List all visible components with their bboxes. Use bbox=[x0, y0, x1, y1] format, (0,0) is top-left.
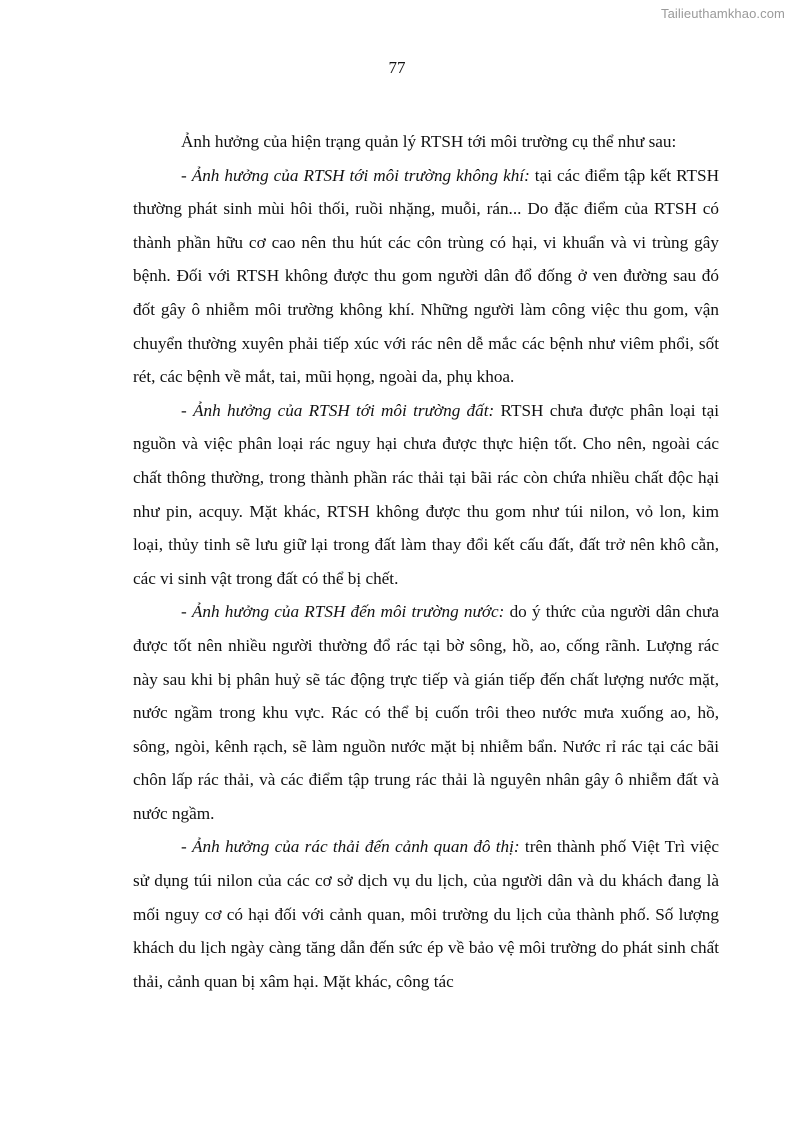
paragraph-air bbox=[133, 159, 719, 394]
paragraph-heading: - Ảnh hưởng của RTSH tới môi trường đất: bbox=[181, 400, 495, 420]
paragraph-heading: - Ảnh hưởng của RTSH đến môi trường nước: bbox=[181, 602, 505, 622]
document-body bbox=[133, 125, 719, 998]
paragraph-heading: - Ảnh hưởng của rác thải đến cảnh quan đô thị: bbox=[181, 837, 520, 857]
paragraph-text: tại các điểm tập kết RTSH thường phát sinh mùi hôi thối, ruồi nhặng, muỗi, rán... Do đặc điểm của RTSH có thành phần hữu cơ cao nên thu hút các côn trùng có hại, vi khuẩn và vi trùng gây bệnh. Đối với RTSH không được thu gom người dân đổ đống ở ven đường sau đó đốt gây ô nhiễm môi trường không khí. Những người làm công việc thu gom, vận chuyển thường xuyên phải tiếp xúc với rác nên dễ mắc các bệnh như viêm phổi, sốt rét, các bệnh về mắt, tai, mũi họng, ngoài da, phụ khoa. bbox=[133, 165, 720, 387]
paragraph-soil bbox=[133, 394, 719, 596]
paragraph-water bbox=[133, 595, 719, 830]
intro-paragraph: Ảnh hưởng của hiện trạng quản lý RTSH tới môi trường cụ thể như sau: bbox=[181, 132, 677, 151]
paragraph-text: RTSH chưa được phân loại tại nguồn và việc phân loại rác nguy hại chưa được thực hiện tốt. Cho nên, ngoài các chất thông thường, trong thành phần rác thải tại bãi rác còn chứa nhiều chất độc hại như pin, acquy. Mặt khác, RTSH không được thu gom như túi nilon, vỏ lon, kim loại, thủy tinh sẽ lưu giữ lại trong đất làm thay đổi kết cấu đất, đất trở nên khô cằn, các vi sinh vật trong đất có thể bị chết. bbox=[133, 400, 719, 588]
paragraph-landscape bbox=[133, 830, 719, 998]
watermark: Tailieuthamkhao.com bbox=[660, 6, 785, 21]
paragraph-heading: - Ảnh hưởng của RTSH tới môi trường không khí: bbox=[181, 165, 530, 185]
paragraph-text: do ý thức của người dân chưa được tốt nên nhiều người thường đổ rác tại bờ sông, hồ, ao, cống rãnh. Lượng rác này sau khi bị phân huỷ sẽ tác động trực tiếp và gián tiếp đến chất lượng nước mặt, nước ngầm trong khu vực. Rác có thể bị cuốn trôi theo nước mưa xuống ao, hồ, sông, ngòi, kênh rạch, sẽ làm nguồn nước mặt bị nhiễm bẩn. Nước rỉ rác tại các bãi chôn lấp rác thải, và các điểm tập trung rác thải là nguyên nhân gây ô nhiễm đất và nước ngầm. bbox=[133, 602, 719, 823]
paragraph-text: trên thành phố Việt Trì việc sử dụng túi nilon của các cơ sở dịch vụ du lịch, của người dân và du khách đang là mối nguy cơ có hại đối với cảnh quan, môi trường du lịch của thành phố. Số lượng khách du lịch ngày càng tăng dẫn đến sức ép về bảo vệ môi trường do phát sinh chất thải, cảnh quan bị xâm hại. Mặt khác, công tác bbox=[133, 837, 719, 991]
page-number: 77 bbox=[388, 58, 406, 77]
